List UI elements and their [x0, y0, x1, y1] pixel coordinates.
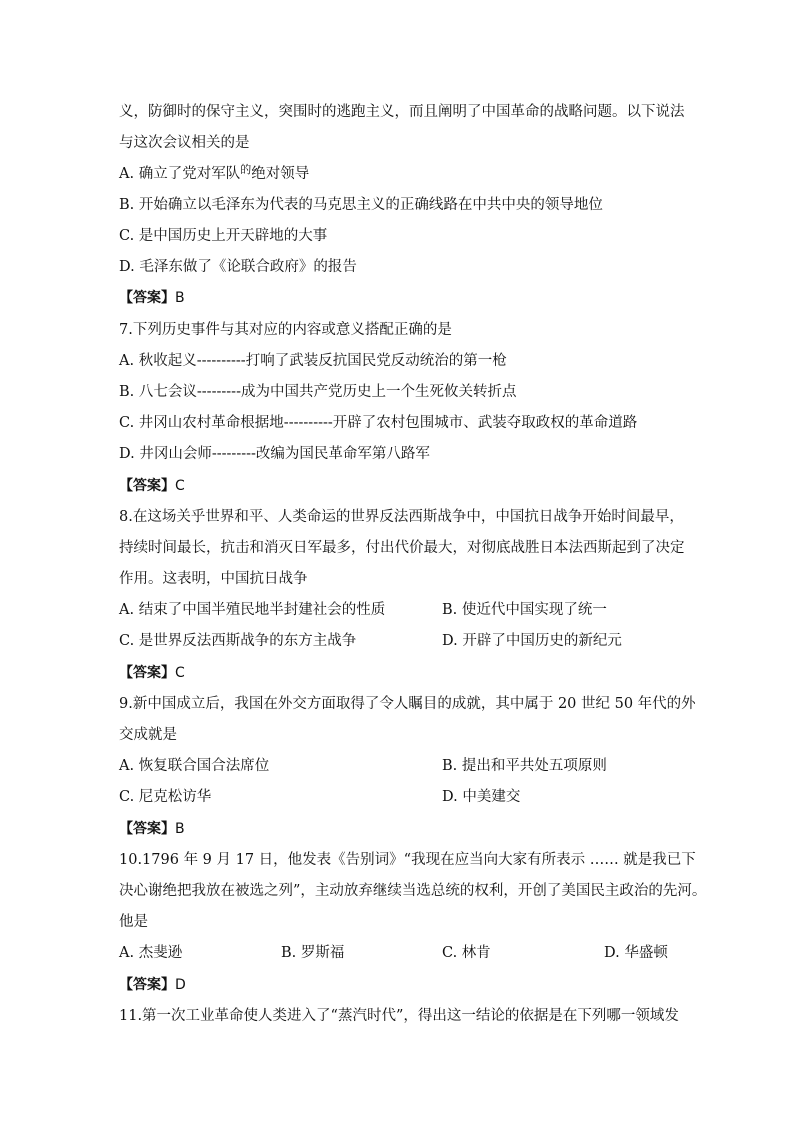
option-text: 罗斯福 — [300, 945, 345, 961]
option-text: 毛泽东做了《论联合政府》的报告 — [139, 259, 357, 275]
q7-answer — [119, 476, 185, 496]
q9-option-c — [119, 787, 211, 807]
option-letter: A. — [119, 758, 135, 774]
q9-stem-line-1: 9.新中国成立后，我国在外交方面取得了令人瞩目的成就，其中属于 20 世纪 50 年代的外 — [119, 696, 696, 712]
option-letter: A. — [119, 166, 135, 182]
q9-stem-line-2: 交成就是 — [119, 727, 177, 743]
option-text-superscript: 的 — [240, 163, 252, 176]
option-text: 井冈山农村革命根据地----------开辟了农村包围城市、武装夺取政权的革命道路 — [138, 415, 638, 431]
q7-option-c — [119, 413, 637, 433]
option-letter: D. — [442, 789, 458, 805]
answer-label: 【答案】 — [119, 665, 175, 681]
answer-value: C — [175, 478, 185, 494]
option-text: 中美建交 — [462, 789, 521, 805]
q10-option-b — [281, 943, 344, 963]
option-text: 提出和平共处五项原则 — [461, 758, 607, 774]
option-text: 是中国历史上开天辟地的大事 — [138, 228, 328, 244]
option-text: 开辟了中国历史的新纪元 — [462, 633, 622, 649]
carry-option-a — [119, 164, 309, 185]
q8-stem-line-3: 作用。这表明，中国抗日战争 — [119, 571, 308, 587]
answer-label: 【答案】 — [119, 977, 175, 993]
option-text: 绝对领导 — [251, 166, 310, 182]
option-letter: D. — [119, 259, 135, 275]
carry-stem-line-1: 义，防御时的保守主义，突围时的逃跑主义，而且阐明了中国革命的战略问题。以下说法 — [119, 104, 685, 120]
option-text: 林肯 — [461, 945, 491, 961]
option-text: 开始确立以毛泽东为代表的马克思主义的正确线路在中共中央的领导地位 — [138, 197, 603, 213]
q9-answer — [119, 819, 185, 839]
option-letter: C. — [119, 415, 135, 431]
option-letter: B. — [281, 945, 297, 961]
q10-stem-line-3: 他是 — [119, 914, 148, 930]
carry-option-b — [119, 195, 603, 215]
option-text: 秋收起义----------打响了武装反抗国民党反动统治的第一枪 — [138, 353, 507, 369]
answer-value: D — [175, 977, 186, 993]
q9-option-d — [442, 787, 520, 807]
q8-answer — [119, 663, 185, 683]
option-text: 结束了中国半殖民地半封建社会的性质 — [138, 602, 386, 618]
option-text: 杰斐逊 — [138, 945, 183, 961]
carry-answer — [119, 288, 185, 308]
option-letter: C. — [119, 228, 135, 244]
q8-stem-line-1: 8.在这场关乎世界和平、人类命运的世界反法西斯战争中，中国抗日战争开始时间最早， — [119, 509, 684, 525]
option-letter: D. — [442, 633, 458, 649]
option-letter: B. — [442, 602, 458, 618]
carry-option-d — [119, 257, 357, 277]
answer-label: 【答案】 — [119, 290, 175, 306]
q10-stem-line-1: 10.1796 年 9 月 17 日，他发表《告别词》“我现在应当向大家有所表示 …… 就是我已下 — [119, 852, 696, 868]
option-letter: B. — [119, 384, 135, 400]
q7-option-b — [119, 382, 516, 402]
option-text: 尼克松访华 — [138, 789, 212, 805]
q10-option-a — [119, 943, 182, 963]
carry-stem-line-2: 与这次会议相关的是 — [119, 135, 250, 151]
q8-option-d — [442, 631, 622, 651]
answer-value: B — [175, 821, 185, 837]
option-letter: A. — [119, 945, 135, 961]
q10-option-d — [604, 943, 668, 963]
answer-value: B — [175, 290, 185, 306]
q8-option-a — [119, 600, 385, 620]
q11-stem-line-1: 11.第一次工业革命使人类进入了“蒸汽时代”，得出这一结论的依据是在下列哪一领域发 — [119, 1008, 679, 1024]
option-letter: A. — [119, 602, 135, 618]
answer-label: 【答案】 — [119, 478, 175, 494]
option-letter: C. — [442, 945, 458, 961]
q8-option-c — [119, 631, 356, 651]
option-letter: C. — [119, 633, 135, 649]
option-text: 八七会议---------成为中国共产党历史上一个生死攸关转折点 — [138, 384, 517, 400]
q7-option-a — [119, 351, 507, 371]
option-letter: D. — [119, 446, 135, 462]
q8-option-b — [442, 600, 607, 620]
q10-stem-line-2: 决心谢绝把我放在被选之列”，主动放弃继续当选总统的权利，开创了美国民主政治的先河。 — [119, 883, 707, 899]
q8-stem-line-2: 持续时间最长，抗击和消灭日军最多，付出代价最大，对彻底战胜日本法西斯起到了决定 — [119, 540, 685, 556]
option-letter: C. — [119, 789, 135, 805]
q9-option-b — [442, 756, 607, 776]
option-text: 是世界反法西斯战争的东方主战争 — [138, 633, 357, 649]
q10-answer — [119, 975, 186, 995]
carry-option-c — [119, 226, 327, 246]
option-text: 华盛顿 — [624, 945, 668, 961]
q7-stem: 7.下列历史事件与其对应的内容或意义搭配正确的是 — [119, 322, 452, 338]
option-letter: A. — [119, 353, 135, 369]
answer-label: 【答案】 — [119, 821, 175, 837]
option-letter: B. — [119, 197, 135, 213]
q7-option-d — [119, 444, 430, 464]
option-letter: B. — [442, 758, 458, 774]
option-text: 使近代中国实现了统一 — [461, 602, 607, 618]
q10-option-c — [442, 943, 491, 963]
option-text: 恢复联合国合法席位 — [138, 758, 270, 774]
option-text: 井冈山会师---------改编为国民革命军第八路军 — [139, 446, 430, 462]
q9-option-a — [119, 756, 269, 776]
answer-value: C — [175, 665, 185, 681]
option-text: 确立了党对军队 — [138, 166, 241, 182]
option-letter: D. — [604, 945, 620, 961]
